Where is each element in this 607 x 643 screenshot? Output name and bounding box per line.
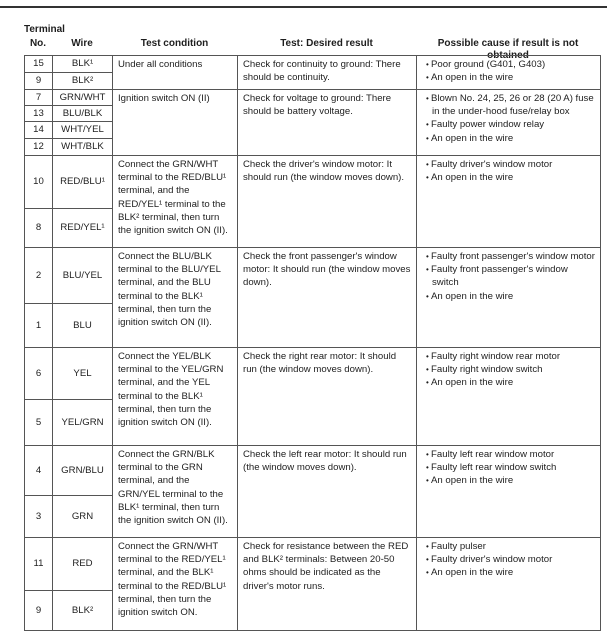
terminal-number: 13	[25, 106, 53, 122]
wire-color: BLK²	[53, 591, 113, 631]
header-condition: Test condition	[140, 38, 209, 49]
cause-item: • Faulty pulser	[422, 540, 595, 553]
terminal-number: 7	[25, 90, 53, 106]
desired-result: Check the right rear motor: It should run (the window moves down).	[238, 348, 417, 446]
wire-color: RED/BLU¹	[53, 156, 113, 209]
cause-item: • An open in the wire	[422, 171, 595, 184]
wire-color: GRN	[53, 496, 113, 538]
wire-color: BLU/BLK	[53, 106, 113, 122]
wire-color: WHT/YEL	[53, 122, 113, 139]
cause-item: • An open in the wire	[422, 474, 595, 487]
terminal-number: 15	[25, 56, 53, 73]
top-rule	[0, 6, 607, 8]
header-no: No.	[29, 38, 47, 49]
wire-color: BLK¹	[53, 56, 113, 73]
table-row	[25, 348, 601, 400]
cause-item: • Faulty right window switch	[422, 363, 595, 376]
header-wire: Wire	[71, 38, 93, 49]
terminal-number: 3	[25, 496, 53, 538]
terminal-number: 12	[25, 139, 53, 156]
possible-causes	[417, 348, 601, 446]
terminal-number: 14	[25, 122, 53, 139]
desired-result: Check the driver's window motor: It should run (the window moves down).	[238, 156, 417, 248]
desired-result: Check the front passenger's window motor: It should run (the window moves down).	[238, 248, 417, 348]
cause-item: • An open in the wire	[422, 290, 595, 303]
wire-color: GRN/BLU	[53, 446, 113, 496]
test-condition: Connect the GRN/WHT terminal to the RED/BLU¹ terminal, and the RED/YEL¹ terminal to the BLK² terminal, then turn the ignition switch ON (II).	[113, 156, 238, 248]
wire-color: BLK²	[53, 73, 113, 90]
desired-result: Check for resistance between the RED and BLK² terminals: Between 20-50 ohms should be indicated as the driver's motor runs.	[238, 538, 417, 631]
cause-item: • An open in the wire	[422, 566, 595, 579]
test-condition: Under all conditions	[113, 56, 238, 90]
terminal-number: 1	[25, 304, 53, 348]
test-condition: Connect the BLU/BLK terminal to the BLU/YEL terminal, and the BLU terminal to the BLK¹ terminal, then turn the ignition switch ON (II).	[113, 248, 238, 348]
wire-color: BLU	[53, 304, 113, 348]
wire-color: BLU/YEL	[53, 248, 113, 304]
terminal-number: 11	[25, 538, 53, 591]
test-condition: Connect the YEL/BLK terminal to the YEL/GRN terminal, and the YEL terminal to the BLK¹ terminal, then turn the ignition switch ON (II).	[113, 348, 238, 446]
cause-item: • Faulty right window rear motor	[422, 350, 595, 363]
terminal-number: 4	[25, 446, 53, 496]
desired-result: Check for continuity to ground: There should be continuity.	[238, 56, 417, 90]
table-row	[25, 248, 601, 304]
cause-item: • Faulty left rear window motor	[422, 448, 595, 461]
terminal-number: 5	[25, 400, 53, 446]
header-terminal: Terminal	[24, 24, 65, 35]
test-condition: Connect the GRN/WHT terminal to the RED/YEL¹ terminal, and the BLK¹ terminal to the RED/BLU¹ terminal, then turn the ignition switch ON.	[113, 538, 238, 631]
terminal-number: 2	[25, 248, 53, 304]
wire-color: RED	[53, 538, 113, 591]
wire-color: YEL	[53, 348, 113, 400]
possible-causes	[417, 446, 601, 538]
table-row	[25, 90, 601, 106]
possible-causes	[417, 90, 601, 156]
terminal-number: 8	[25, 209, 53, 248]
terminal-number: 10	[25, 156, 53, 209]
cause-item: • An open in the wire	[422, 376, 595, 389]
cause-item: • Faulty power window relay	[422, 118, 595, 131]
cause-item: • Faulty driver's window motor	[422, 158, 595, 171]
cause-item: • An open in the wire	[422, 71, 595, 84]
terminal-number: 6	[25, 348, 53, 400]
desired-result: Check for voltage to ground: There should be battery voltage.	[238, 90, 417, 156]
table-row	[25, 446, 601, 496]
header-result: Test: Desired result	[280, 38, 373, 49]
cause-item: • An open in the wire	[422, 132, 595, 145]
wire-color: RED/YEL¹	[53, 209, 113, 248]
test-condition: Connect the GRN/BLK terminal to the GRN terminal, and the GRN/YEL terminal to the BLK¹ terminal, then turn the ignition switch ON (II).	[113, 446, 238, 538]
wire-color: WHT/BLK	[53, 139, 113, 156]
cause-item: • Faulty front passenger's window switch	[422, 263, 595, 289]
possible-causes	[417, 56, 601, 90]
possible-causes	[417, 156, 601, 248]
terminal-test-table	[24, 55, 601, 631]
table-row	[25, 538, 601, 591]
wire-color: YEL/GRN	[53, 400, 113, 446]
cause-item: • Faulty left rear window switch	[422, 461, 595, 474]
wire-color: GRN/WHT	[53, 90, 113, 106]
test-condition: Ignition switch ON (II)	[113, 90, 238, 156]
table-row	[25, 56, 601, 73]
cause-item: • Faulty front passenger's window motor	[422, 250, 595, 263]
possible-causes	[417, 538, 601, 631]
possible-causes	[417, 248, 601, 348]
cause-item: • Blown No. 24, 25, 26 or 28 (20 A) fuse in the under-hood fuse/relay box	[422, 92, 595, 118]
cause-item: • Poor ground (G401, G403)	[422, 58, 595, 71]
terminal-number: 9	[25, 591, 53, 631]
table-row	[25, 156, 601, 209]
cause-item: • Faulty driver's window motor	[422, 553, 595, 566]
desired-result: Check the left rear motor: It should run (the window moves down).	[238, 446, 417, 538]
terminal-number: 9	[25, 73, 53, 90]
header-cause: Possible cause if result is not obtained	[437, 38, 579, 61]
